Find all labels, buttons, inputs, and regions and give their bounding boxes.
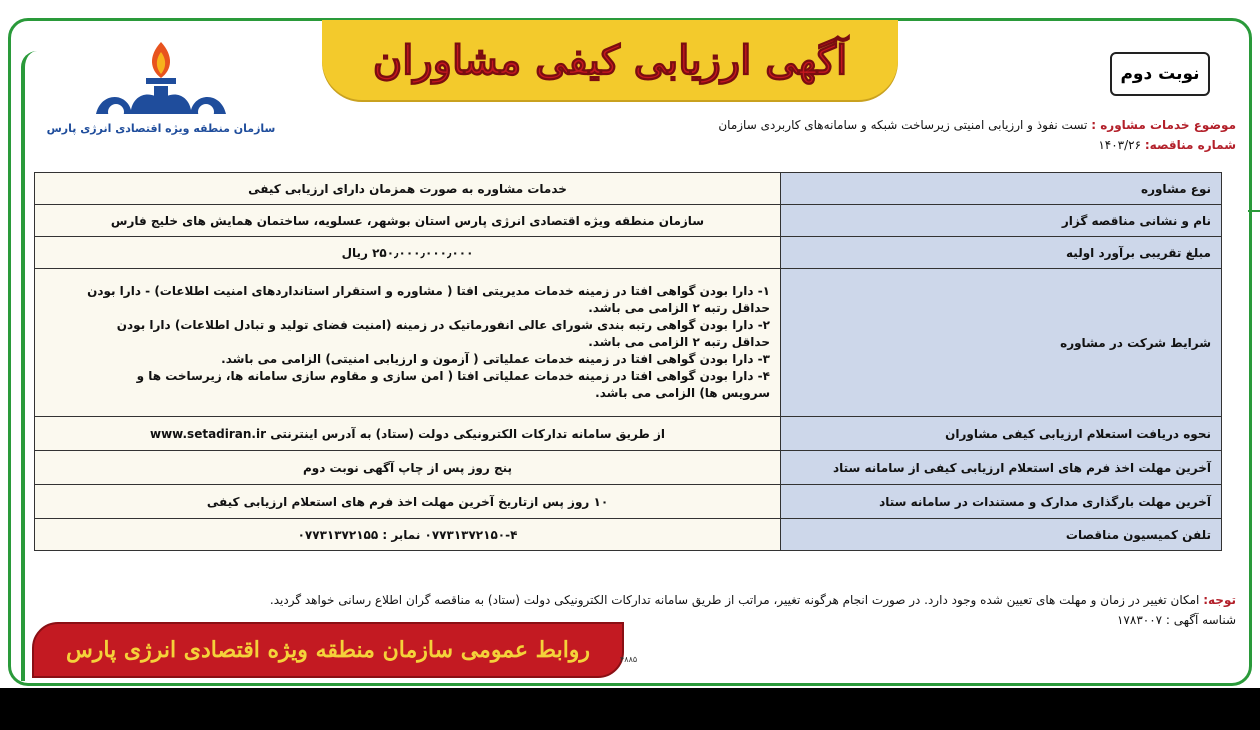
note-line [270, 593, 1236, 607]
title-banner [322, 20, 898, 100]
tender-details-table [34, 172, 1222, 551]
row-key: شرایط شرکت در مشاوره [781, 269, 1222, 417]
table-row [35, 451, 1222, 485]
row-value: ۱۰ روز پس ازتاریخ آخرین مهلت اخذ فرم های استعلام ارزیابی کیفی [35, 485, 781, 519]
row-value: ۰۷۷۳۱۳۷۲۱۵۰-۴ نمابر : ۰۷۷۳۱۳۷۲۱۵۵ [35, 519, 781, 551]
row-key: آخرین مهلت اخذ فرم های استعلام ارزیابی کیفی از سامانه ستاد [781, 451, 1222, 485]
subject-label: موضوع خدمات مشاوره : [1091, 118, 1236, 132]
row-key: نوع مشاوره [781, 173, 1222, 205]
side-mark [1248, 210, 1260, 212]
page-bottom-edge [0, 688, 1260, 730]
stage-badge: نوبت دوم [1110, 52, 1210, 96]
subject-value: تست نفوذ و ارزیابی امنیتی زیرساخت شبکه و سامانه‌های کاربردی سازمان [718, 118, 1088, 132]
condition-line: ۲- دارا بودن گواهی رتبه بندی شورای عالی انفورماتیک در زمینه (امنیت فضای تولید و تبادل اطلاعات) دارا بودن [116, 318, 770, 332]
ad-id: شناسه آگهی : ۱۷۸۳۰۰۷ [1116, 613, 1236, 627]
table-row [35, 417, 1222, 451]
row-key: نام و نشانی مناقصه گزار [781, 205, 1222, 237]
table-row [35, 173, 1222, 205]
condition-line: ۱- دارا بودن گواهی افتا در زمینه خدمات مدیریتی افتا ( مشاوره و استقرار استانداردهای امنیت اطلاعات) - دارا بودن [87, 284, 770, 298]
row-key: تلفن کمیسیون مناقصات [781, 519, 1222, 551]
row-key: نحوه دریافت استعلام ارزیابی کیفی مشاوران [781, 417, 1222, 451]
tender-line [1098, 138, 1236, 152]
row-value: خدمات مشاوره به صورت همزمان دارای ارزیابی کیفی [35, 173, 781, 205]
condition-line: حداقل رتبه ۲ الزامی می باشد. [588, 335, 770, 349]
subject-line [718, 118, 1236, 132]
tender-label: شماره مناقصه: [1144, 138, 1236, 152]
table-row [35, 519, 1222, 551]
table-row [35, 269, 1222, 417]
row-value: سازمان منطقه ویژه اقتصادی انرژی پارس استان بوشهر، عسلویه، ساختمان همایش های خلیج فارس [35, 205, 781, 237]
note-value: امکان تغییر در زمان و مهلت های تعیین شده وجود دارد. در صورت انجام هرگونه تغییر، مراتب از طریق سامانه تدارکات الکترونیکی دولت (ستاد) به مناقصه گران اطلاع رسانی خواهد گردید. [269, 593, 1200, 607]
condition-line: ۳- دارا بودن گواهی افتا در زمینه خدمات عملیاتی ( آزمون و ارزیابی امنیتی) الزامی می باشد. [221, 352, 770, 366]
condition-line: ۴- دارا بودن گواهی افتا در زمینه خدمات عملیاتی افتا ( امن سازی و مقاوم سازی سامانه ها، زیرساخت ها و [136, 369, 770, 383]
row-key: مبلغ تقریبی برآورد اولیه [781, 237, 1222, 269]
note-label: توجه: [1203, 593, 1236, 607]
row-value: از طریق سامانه تدارکات الکترونیکی دولت (ستاد) به آدرس اینترنتی www.setadiran.ir [35, 417, 781, 451]
public-relations-banner [32, 622, 624, 678]
table-row [35, 237, 1222, 269]
tender-value: ۱۴۰۳/۲۶ [1098, 138, 1142, 152]
condition-line: سرویس ها) الزامی می باشد. [595, 386, 770, 400]
flame-logo-icon [46, 34, 276, 134]
ad-code: ۴۸۸۵ [620, 655, 638, 664]
condition-line: حداقل رتبه ۲ الزامی می باشد. [588, 301, 770, 315]
organization-name: سازمان منطقه ویژه اقتصادی انرژی پارس [46, 122, 276, 135]
table-row [35, 485, 1222, 519]
row-value: پنج روز پس از چاپ آگهی نوبت دوم [35, 451, 781, 485]
row-key: آخرین مهلت بارگذاری مدارک و مستندات در سامانه ستاد [781, 485, 1222, 519]
ad-title: آگهی ارزیابی کیفی مشاوران [372, 36, 848, 84]
public-relations-text: روابط عمومی سازمان منطقه ویژه اقتصادی انرژی پارس [65, 637, 591, 663]
conditions-list [35, 269, 781, 417]
table-row [35, 205, 1222, 237]
row-value: ۲۵۰٫۰۰۰٫۰۰۰٫۰۰۰ ریال [35, 237, 781, 269]
